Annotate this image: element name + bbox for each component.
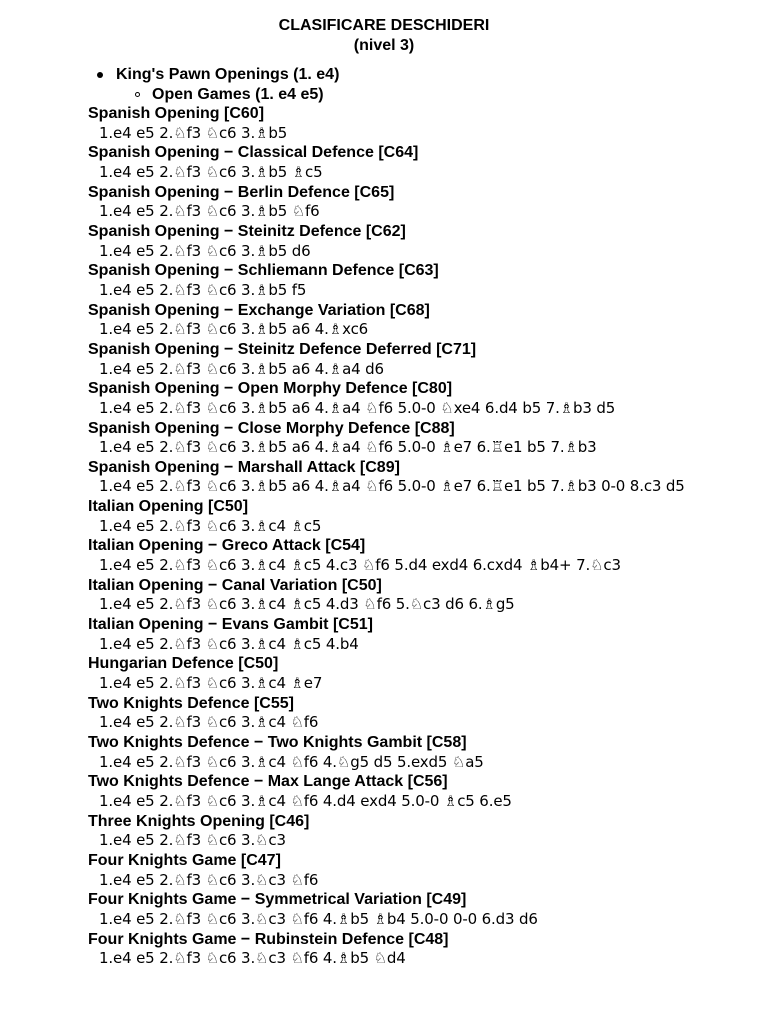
page-header [0,16,768,56]
opening-name: Spanish Opening − Steinitz Defence Deferred [C71] [88,340,477,358]
circle-bullet-icon [135,92,140,97]
opening-moves: 1.e4 e5 2.♘f3 ♘c6 3.♗c4 ♘f6 4.d4 exd4 5.0-0 ♗c5 6.e5 [99,791,512,810]
opening-name: Three Knights Opening [C46] [88,812,310,830]
page-title: CLASIFICARE DESCHIDERI [278,17,490,34]
opening-name: Spanish Opening [C60] [88,105,265,122]
opening-moves: 1.e4 e5 2.♘f3 ♘c6 3.♗b5 a6 4.♗a4 d6 [99,359,384,378]
opening-moves: 1.e4 e5 2.♘f3 ♘c6 3.♘c3 ♘f6 [99,870,319,889]
opening-entry [88,851,758,890]
opening-name: Italian Opening − Canal Variation [C50] [88,576,382,594]
opening-entry [88,812,758,851]
opening-moves: 1.e4 e5 2.♘f3 ♘c6 3.♗c4 ♗e7 [99,674,323,693]
opening-entry [88,340,758,379]
opening-entry [88,301,758,340]
opening-entry [88,536,758,575]
opening-entry [88,772,758,811]
disc-bullet-icon [97,72,103,78]
opening-entry [88,261,758,300]
outline-subitem-open-games [96,85,339,105]
opening-name: Italian Opening [C50] [88,498,249,516]
opening-name: Spanish Opening − Classical Defence [C64] [88,144,419,162]
opening-moves: 1.e4 e5 2.♘f3 ♘c6 3.♗c4 ♘f6 4.♘g5 d5 5.exd5 ♘a5 [99,752,484,771]
opening-moves: 1.e4 e5 2.♘f3 ♘c6 3.♗c4 ♗c5 4.d3 ♘f6 5.♘c3 d6 6.♗g5 [99,595,515,614]
opening-name: Four Knights Game − Rubinstein Defence [C48] [88,930,449,948]
opening-name: Spanish Opening − Steinitz Defence [C62] [88,222,406,240]
opening-moves: 1.e4 e5 2.♘f3 ♘c6 3.♘c3 ♘f6 4.♗b5 ♘d4 [99,949,406,968]
page-subtitle: (nivel 3) [353,37,415,54]
opening-moves: 1.e4 e5 2.♘f3 ♘c6 3.♗b5 d6 [99,241,311,260]
opening-name: Hungarian Defence [C50] [88,655,279,673]
opening-name: Four Knights Game − Symmetrical Variation [C49] [88,891,467,909]
opening-name: Two Knights Defence [C55] [88,694,294,712]
opening-name: Four Knights Game [C47] [88,851,281,869]
opening-name: Spanish Opening − Schliemann Defence [C63] [88,262,439,280]
opening-moves: 1.e4 e5 2.♘f3 ♘c6 3.♗c4 ♘f6 [99,713,319,732]
opening-moves: 1.e4 e5 2.♘f3 ♘c6 3.♗b5 a6 4.♗xc6 [99,320,369,339]
opening-name: Italian Opening − Greco Attack [C54] [88,537,366,555]
opening-entry [88,576,758,615]
opening-entry [88,615,758,654]
opening-name: Spanish Opening − Close Morphy Defence [C88] [88,419,455,437]
opening-entry [88,694,758,733]
opening-entry [88,458,758,497]
outline-item-kings-pawn [96,65,339,85]
opening-name: Two Knights Defence − Two Knights Gambit [C58] [88,734,467,751]
opening-moves: 1.e4 e5 2.♘f3 ♘c6 3.♗b5 a6 4.♗a4 ♘f6 5.0-0 ♘xe4 6.d4 b5 7.♗b3 d5 [99,398,616,417]
opening-entry [88,930,758,969]
opening-moves: 1.e4 e5 2.♘f3 ♘c6 3.♗b5 [99,123,288,142]
opening-entry [88,143,758,182]
opening-moves: 1.e4 e5 2.♘f3 ♘c6 3.♗c4 ♗c5 4.b4 [99,634,359,653]
opening-moves: 1.e4 e5 2.♘f3 ♘c6 3.♗b5 ♗c5 [99,162,323,181]
opening-entry [88,733,758,772]
opening-entry [88,379,758,418]
opening-moves: 1.e4 e5 2.♘f3 ♘c6 3.♗c4 ♗c5 [99,516,322,535]
opening-moves: 1.e4 e5 2.♘f3 ♘c6 3.♗b5 ♘f6 [99,202,320,221]
opening-moves: 1.e4 e5 2.♘f3 ♘c6 3.♗c4 ♗c5 4.c3 ♘f6 5.d4 exd4 6.cxd4 ♗b4+ 7.♘c3 [99,556,621,575]
opening-name: Spanish Opening − Exchange Variation [C68] [88,301,430,319]
opening-entry [88,419,758,458]
outline-list [96,65,339,104]
opening-moves: 1.e4 e5 2.♘f3 ♘c6 3.♘c3 [99,831,286,850]
outline-item-label: King's Pawn Openings (1. e4) [116,66,340,83]
opening-entry [88,497,758,536]
opening-entry [88,104,758,143]
openings-list [88,104,758,969]
opening-entry [88,890,758,929]
outline-subitem-label: Open Games (1. e4 e5) [152,85,324,103]
opening-moves: 1.e4 e5 2.♘f3 ♘c6 3.♘c3 ♘f6 4.♗b5 ♗b4 5.0-0 0-0 6.d3 d6 [99,909,538,928]
opening-name: Spanish Opening − Open Morphy Defence [C80] [88,380,453,398]
opening-moves: 1.e4 e5 2.♘f3 ♘c6 3.♗b5 a6 4.♗a4 ♘f6 5.0-0 ♗e7 6.♖e1 b5 7.♗b3 0-0 8.c3 d5 [99,477,685,496]
opening-moves: 1.e4 e5 2.♘f3 ♘c6 3.♗b5 f5 [99,280,307,299]
opening-name: Spanish Opening − Marshall Attack [C89] [88,458,400,476]
opening-entry [88,222,758,261]
opening-entry [88,183,758,222]
opening-name: Italian Opening − Evans Gambit [C51] [88,616,373,634]
opening-name: Two Knights Defence − Max Lange Attack [C56] [88,773,448,791]
opening-name: Spanish Opening − Berlin Defence [C65] [88,183,395,201]
opening-entry [88,654,758,693]
opening-moves: 1.e4 e5 2.♘f3 ♘c6 3.♗b5 a6 4.♗a4 ♘f6 5.0-0 ♗e7 6.♖e1 b5 7.♗b3 [99,438,597,457]
